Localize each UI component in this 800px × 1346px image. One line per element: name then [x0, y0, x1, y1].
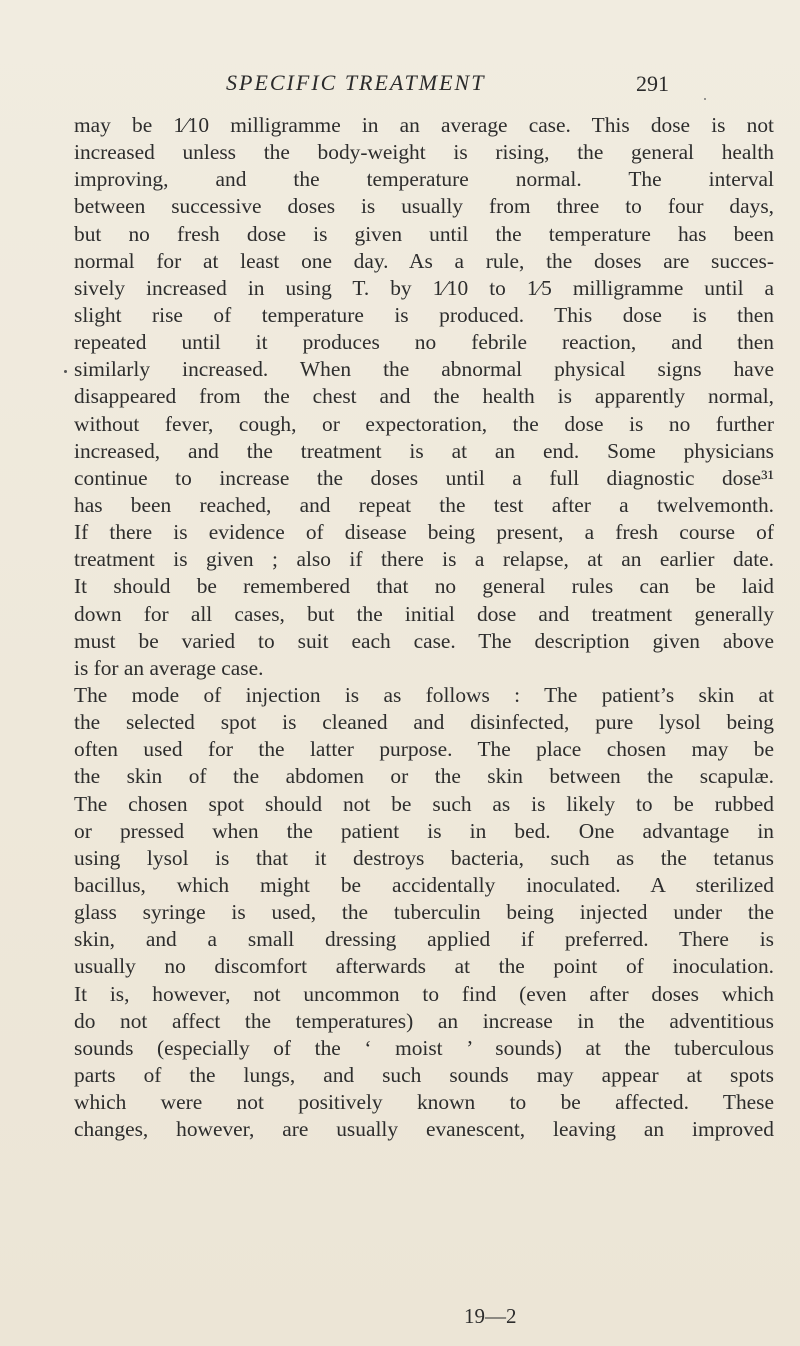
- text-line: usually no discomfort afterwards at the point of inoculation.: [74, 954, 774, 979]
- text-line: the skin of the abdomen or the skin between the scapulæ.: [74, 764, 774, 789]
- page-number: 291: [636, 71, 669, 96]
- text-line: disappeared from the chest and the health is apparently normal,: [74, 384, 774, 409]
- running-title: SPECIFIC TREATMENT: [226, 70, 486, 95]
- text-line: must be varied to suit each case. The description given above: [74, 628, 774, 653]
- text-line: parts of the lungs, and such sounds may appear at spots: [74, 1062, 774, 1087]
- text-line: bacillus, which might be accidentally inoculated. A sterilized: [74, 872, 774, 897]
- text-line: do not affect the temperatures) an increase in the adventitious: [74, 1008, 774, 1033]
- text-line: repeated until it produces no febrile reaction, and then: [74, 330, 774, 355]
- text-line: The chosen spot should not be such as is likely to be rubbed: [74, 791, 774, 816]
- text-line: slight rise of temperature is produced. This dose is then: [74, 302, 774, 327]
- text-line: down for all cases, but the initial dose and treatment generally: [74, 601, 774, 626]
- ink-speck: [64, 370, 67, 373]
- text-line: but no fresh dose is given until the temperature has been: [74, 221, 774, 246]
- text-line: often used for the latter purpose. The place chosen may be: [74, 737, 774, 762]
- text-line: sively increased in using T. by 1⁄10 to 1⁄5 milligramme until a: [74, 275, 774, 300]
- signature-mark: 19—2: [464, 1304, 517, 1328]
- running-head: [0, 70, 800, 100]
- body-text: [74, 112, 774, 1143]
- text-line: using lysol is that it destroys bacteria, such as the tetanus: [74, 845, 774, 870]
- text-line: is for an average case.: [74, 655, 264, 680]
- text-line: The mode of injection is as follows : The patient’s skin at: [74, 682, 774, 707]
- text-line: improving, and the temperature normal. The interval: [74, 167, 774, 192]
- text-line: continue to increase the doses until a full diagnostic dose³¹: [74, 465, 774, 490]
- text-line: It is, however, not uncommon to find (even after doses which: [74, 981, 774, 1006]
- text-line: sounds (especially of the ‘ moist ’ sounds) at the tuberculous: [74, 1035, 774, 1060]
- text-line: increased unless the body-weight is rising, the general health: [74, 140, 774, 165]
- text-line: the selected spot is cleaned and disinfected, pure lysol being: [74, 710, 774, 735]
- text-line: glass syringe is used, the tuberculin being injected under the: [74, 900, 774, 925]
- text-line: skin, and a small dressing applied if preferred. There is: [74, 927, 774, 952]
- text-line: which were not positively known to be affected. These: [74, 1090, 774, 1115]
- text-line: or pressed when the patient is in bed. One advantage in: [74, 818, 774, 843]
- ink-speck: [704, 98, 706, 100]
- text-line: It should be remembered that no general rules can be laid: [74, 574, 774, 599]
- text-line: If there is evidence of disease being present, a fresh course of: [74, 520, 774, 545]
- text-line: normal for at least one day. As a rule, the doses are succes-: [74, 248, 774, 273]
- text-line: treatment is given ; also if there is a relapse, at an earlier date.: [74, 547, 774, 572]
- text-line: changes, however, are usually evanescent, leaving an improved: [74, 1117, 774, 1142]
- text-line: similarly increased. When the abnormal physical signs have: [74, 357, 774, 382]
- text-line: between successive doses is usually from three to four days,: [74, 194, 774, 219]
- text-line: without fever, cough, or expectoration, the dose is no further: [74, 411, 774, 436]
- text-line: increased, and the treatment is at an end. Some physicians: [74, 438, 774, 463]
- text-line: may be 1⁄10 milligramme in an average case. This dose is not: [74, 113, 774, 137]
- text-line: has been reached, and repeat the test after a twelvemonth.: [74, 492, 774, 517]
